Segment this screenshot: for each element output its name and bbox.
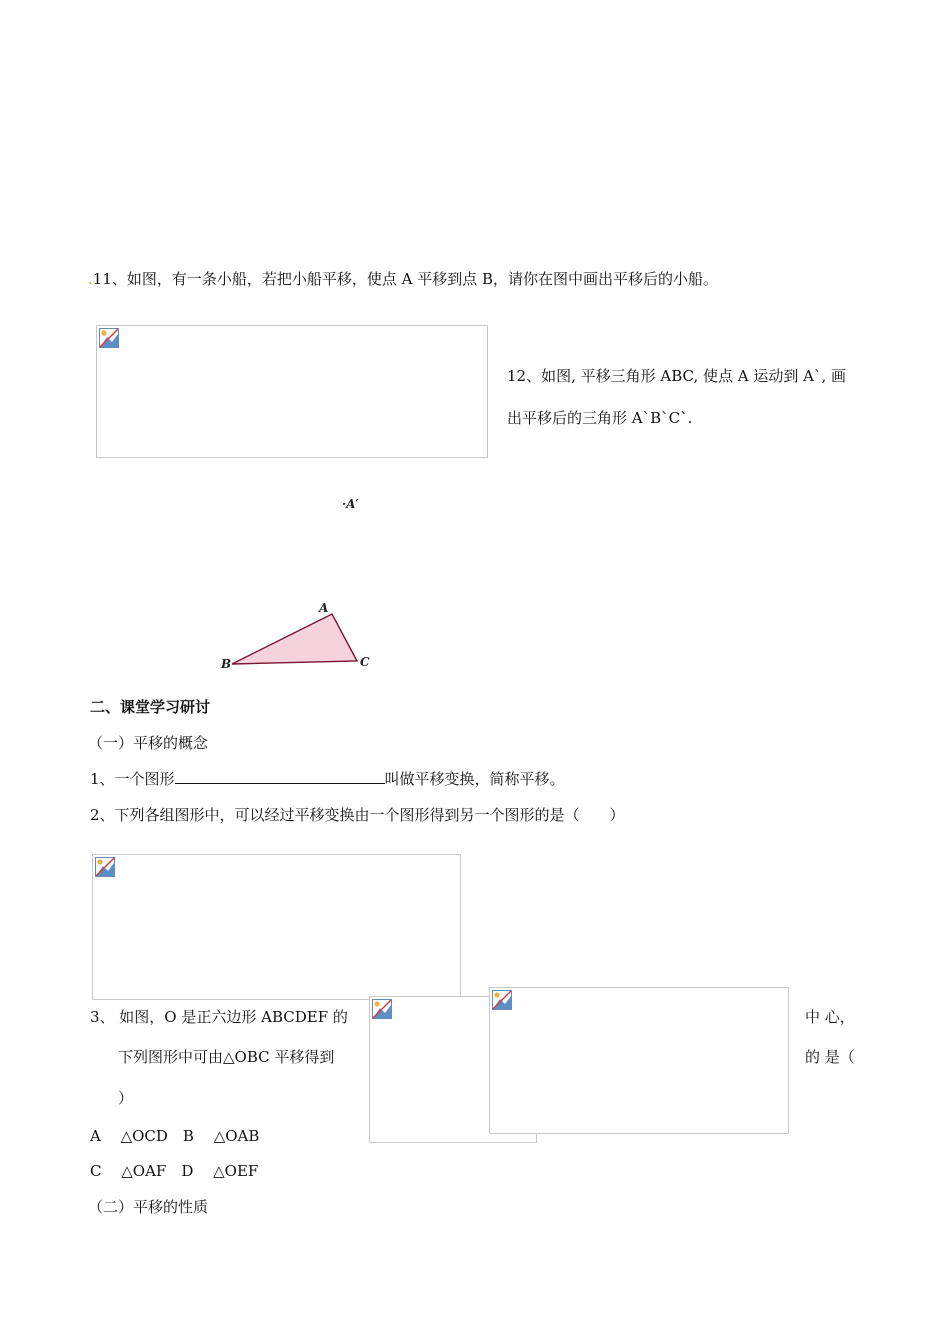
hexagon-image-placeholder-2 <box>489 987 789 1134</box>
q11-line <box>88 268 718 289</box>
item1-after: 叫做平移变换，简称平移。 <box>384 770 565 788</box>
broken-image-icon <box>95 857 115 877</box>
list-marker: . <box>88 270 93 288</box>
subsection-concept: （一）平移的概念 <box>88 734 209 752</box>
item3-right1: 中 心， <box>805 1008 855 1026</box>
label-c: C <box>360 655 370 669</box>
option-a-b: A △OCD B △OAB <box>90 1127 260 1145</box>
section-heading: 二、课堂学习研讨 <box>90 698 211 716</box>
broken-image-icon <box>372 999 392 1019</box>
item2-line: 2、下列各组图形中，可以经过平移变换由一个图形得到另一个图形的是（ ） <box>90 806 625 824</box>
q11-text: 11、如图，有一条小船，若把小船平移，使点 A 平移到点 B，请你在图中画出平移后的小船。 <box>92 270 719 288</box>
q12-line1: 12、如图, 平移三角形 ABC, 使点 A 运动到 A`, 画 <box>507 367 847 385</box>
item3-left1: 3、 如图，O 是正六边形 ABCDEF 的 <box>90 1008 348 1026</box>
broken-image-icon <box>492 990 512 1010</box>
item3-close: ） <box>118 1089 134 1107</box>
label-b: B <box>221 657 232 671</box>
boat-image-placeholder <box>96 325 488 458</box>
triangle-abc <box>232 614 357 664</box>
option-c-d: C △OAF D △OEF <box>90 1162 259 1180</box>
item1-before: 1、一个图形 <box>90 770 175 788</box>
item1-line <box>90 768 565 789</box>
q12-line2: 出平移后的三角形 A`B`C`. <box>507 409 693 427</box>
subsection-properties: （二）平移的性质 <box>88 1198 209 1216</box>
fill-in-blank <box>175 769 385 784</box>
item3-left2: 下列图形中可由△OBC 平移得到 <box>118 1048 335 1066</box>
item3-right2: 的 是（ <box>805 1048 855 1066</box>
item2-image-placeholder <box>92 854 461 1000</box>
broken-image-icon <box>99 328 119 348</box>
label-a-prime: ·A′ <box>342 497 359 511</box>
triangle-figure <box>210 490 380 680</box>
label-a: A <box>319 601 329 615</box>
